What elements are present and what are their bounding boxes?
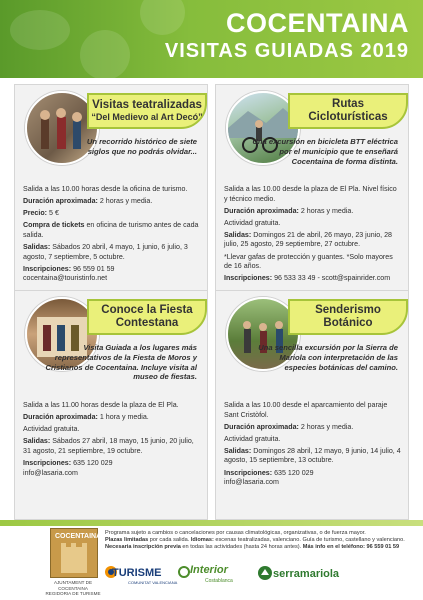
serramariola-logo-icon bbox=[257, 565, 273, 581]
body-line: Salida a las 10.00 desde la plaza de El Pla. Nivel físico y técnico medio. bbox=[224, 185, 397, 203]
card-description: Una excursión en bicicleta BTT eléctrica por el municipio que te enseñará Cocentaina de forma distinta. bbox=[252, 137, 398, 166]
note-line: Necesaria inscripción previa en todas las actividades (hasta 24 horas antes). Más info en el teléfono: 96 559 01 59 bbox=[105, 544, 400, 551]
serramariola-logo: serramariola bbox=[273, 568, 340, 580]
card-description: Un recorrido histórico de siete siglos que no podrás olvidar... bbox=[86, 137, 197, 156]
leaf-decoration bbox=[140, 0, 185, 35]
body-line: Inscripciones: 96 559 01 59 bbox=[23, 264, 115, 273]
card-rutas-cicloturisticas bbox=[215, 84, 409, 314]
body-line: Duración aproximada: 2 horas y media. bbox=[23, 197, 153, 206]
card-body bbox=[23, 185, 201, 286]
body-line: Actividad gratuita. bbox=[224, 434, 281, 443]
note-line: Programa sujeto a cambios o cancelaciones por causas climatológicas, organizativas, o de fuerza mayor. bbox=[105, 530, 366, 536]
card-title-banner bbox=[288, 299, 408, 335]
ayuntamiento-label: AJUNTAMENT DE COCENTAINA REGIDORIA DE TURISME bbox=[45, 580, 101, 596]
email-link[interactable]: info@lasaria.com bbox=[224, 478, 279, 487]
body-line: Actividad gratuita. bbox=[224, 218, 281, 227]
card-senderismo-botanico bbox=[215, 290, 409, 520]
turisme-logo: TURISME bbox=[112, 567, 162, 579]
body-line: Salidas: Domingos 28 abril, 12 mayo, 9 junio, 14 julio, 4 agosto, 15 septiembre, 13 octubre. bbox=[224, 446, 401, 465]
logo-text: COCENTAINA bbox=[55, 533, 102, 540]
body-line: Salida a las 10.00 desde el aparcamiento del paraje Sant Cristòfol. bbox=[224, 401, 388, 419]
body-line: *Llevar gafas de protección y guantes. *Solo mayores de 16 años. bbox=[224, 252, 393, 271]
body-line: Duración aproximada: 2 horas y media. bbox=[224, 422, 354, 431]
castle-icon bbox=[51, 541, 97, 577]
email-link[interactable]: cocentaina@touristinfo.net bbox=[23, 274, 108, 283]
card-fiesta-contestana bbox=[14, 290, 208, 520]
card-title-banner bbox=[87, 299, 207, 335]
body-line: Salida a las 11.00 horas desde la plaza de El Pla. bbox=[23, 401, 179, 409]
card-subtitle: “Del Medievo al Art Decó” bbox=[91, 112, 203, 122]
card-body bbox=[23, 401, 201, 481]
body-line: Salidas: Sábados 27 abril, 18 mayo, 15 junio, 20 julio, 31 agosto, 21 septiembre, 19 octubre. bbox=[23, 437, 194, 455]
body-line: Precio: 5 € bbox=[23, 209, 59, 218]
card-title: Rutas Cicloturísticas bbox=[308, 98, 388, 123]
body-line: Compra de tickets en oficina de turismo antes de cada salida. bbox=[23, 221, 199, 239]
card-description: Visita Guiada a los lugares más representativos de la Fiesta de Moros y Cristianos de Cocentaina. Incluye visita al museo de fiestas. bbox=[45, 343, 197, 382]
footer-notes bbox=[105, 530, 420, 552]
body-line: Inscripciones: 635 120 029 bbox=[23, 458, 113, 467]
note-line: Plazas limitadas por cada salida. Idiomas: escenas teatralizadas, valenciano. Guía de turismo, castellano y valenciano. bbox=[105, 537, 405, 544]
body-line: Duración aproximada: 1 hora y media. bbox=[23, 413, 149, 422]
header-banner bbox=[0, 0, 423, 78]
body-line: Salidas: Sábados 20 abril, 4 mayo, 1 junio, 6 julio, 3 agosto, 7 septiembre, 5 octubre. bbox=[23, 242, 188, 261]
card-title: Visitas teatralizadas bbox=[92, 99, 202, 111]
card-description: Una sencilla excursión por la Sierra de Mariola con interpretación de las especies botánicas del camino. bbox=[258, 343, 398, 372]
card-title-banner bbox=[288, 93, 408, 129]
card-title: Conoce la Fiesta Contestana bbox=[101, 304, 193, 329]
body-line: Actividad gratuita. bbox=[23, 425, 80, 434]
page-subtitle: VISITAS GUIADAS 2019 bbox=[164, 40, 409, 62]
body-line: Salidas: Domingos 21 de abril, 26 mayo, 23 junio, 28 julio, 25 agosto, 29 septiembre, 27 octubre. bbox=[224, 230, 392, 249]
leaf-decoration bbox=[10, 10, 70, 50]
card-body bbox=[224, 185, 402, 286]
turisme-logo-sub: COMUNITAT VALENCIANA bbox=[128, 580, 178, 585]
page-title: COCENTAINA bbox=[226, 8, 409, 38]
body-line[interactable]: Inscripciones: 96 533 33 49 - scott@spainrider.com bbox=[224, 274, 391, 283]
cocentaina-logo bbox=[50, 528, 102, 578]
interior-logo-icon bbox=[178, 566, 190, 578]
body-line: Salida a las 10.00 horas desde la oficina de turismo. bbox=[23, 185, 188, 193]
body-line: Inscripciones: 635 120 029 bbox=[224, 468, 314, 477]
card-title: Senderismo Botánico bbox=[315, 304, 381, 329]
interior-logo: Interior bbox=[190, 564, 228, 576]
body-line: Duración aproximada: 2 horas y media. bbox=[224, 206, 354, 215]
leaf-decoration bbox=[80, 30, 130, 78]
email-link[interactable]: info@lasaria.com bbox=[23, 468, 78, 477]
card-title-banner bbox=[87, 93, 207, 129]
card-visitas-teatralizadas bbox=[14, 84, 208, 314]
interior-logo-sub: Costablanca bbox=[205, 578, 233, 584]
card-body bbox=[224, 401, 402, 490]
